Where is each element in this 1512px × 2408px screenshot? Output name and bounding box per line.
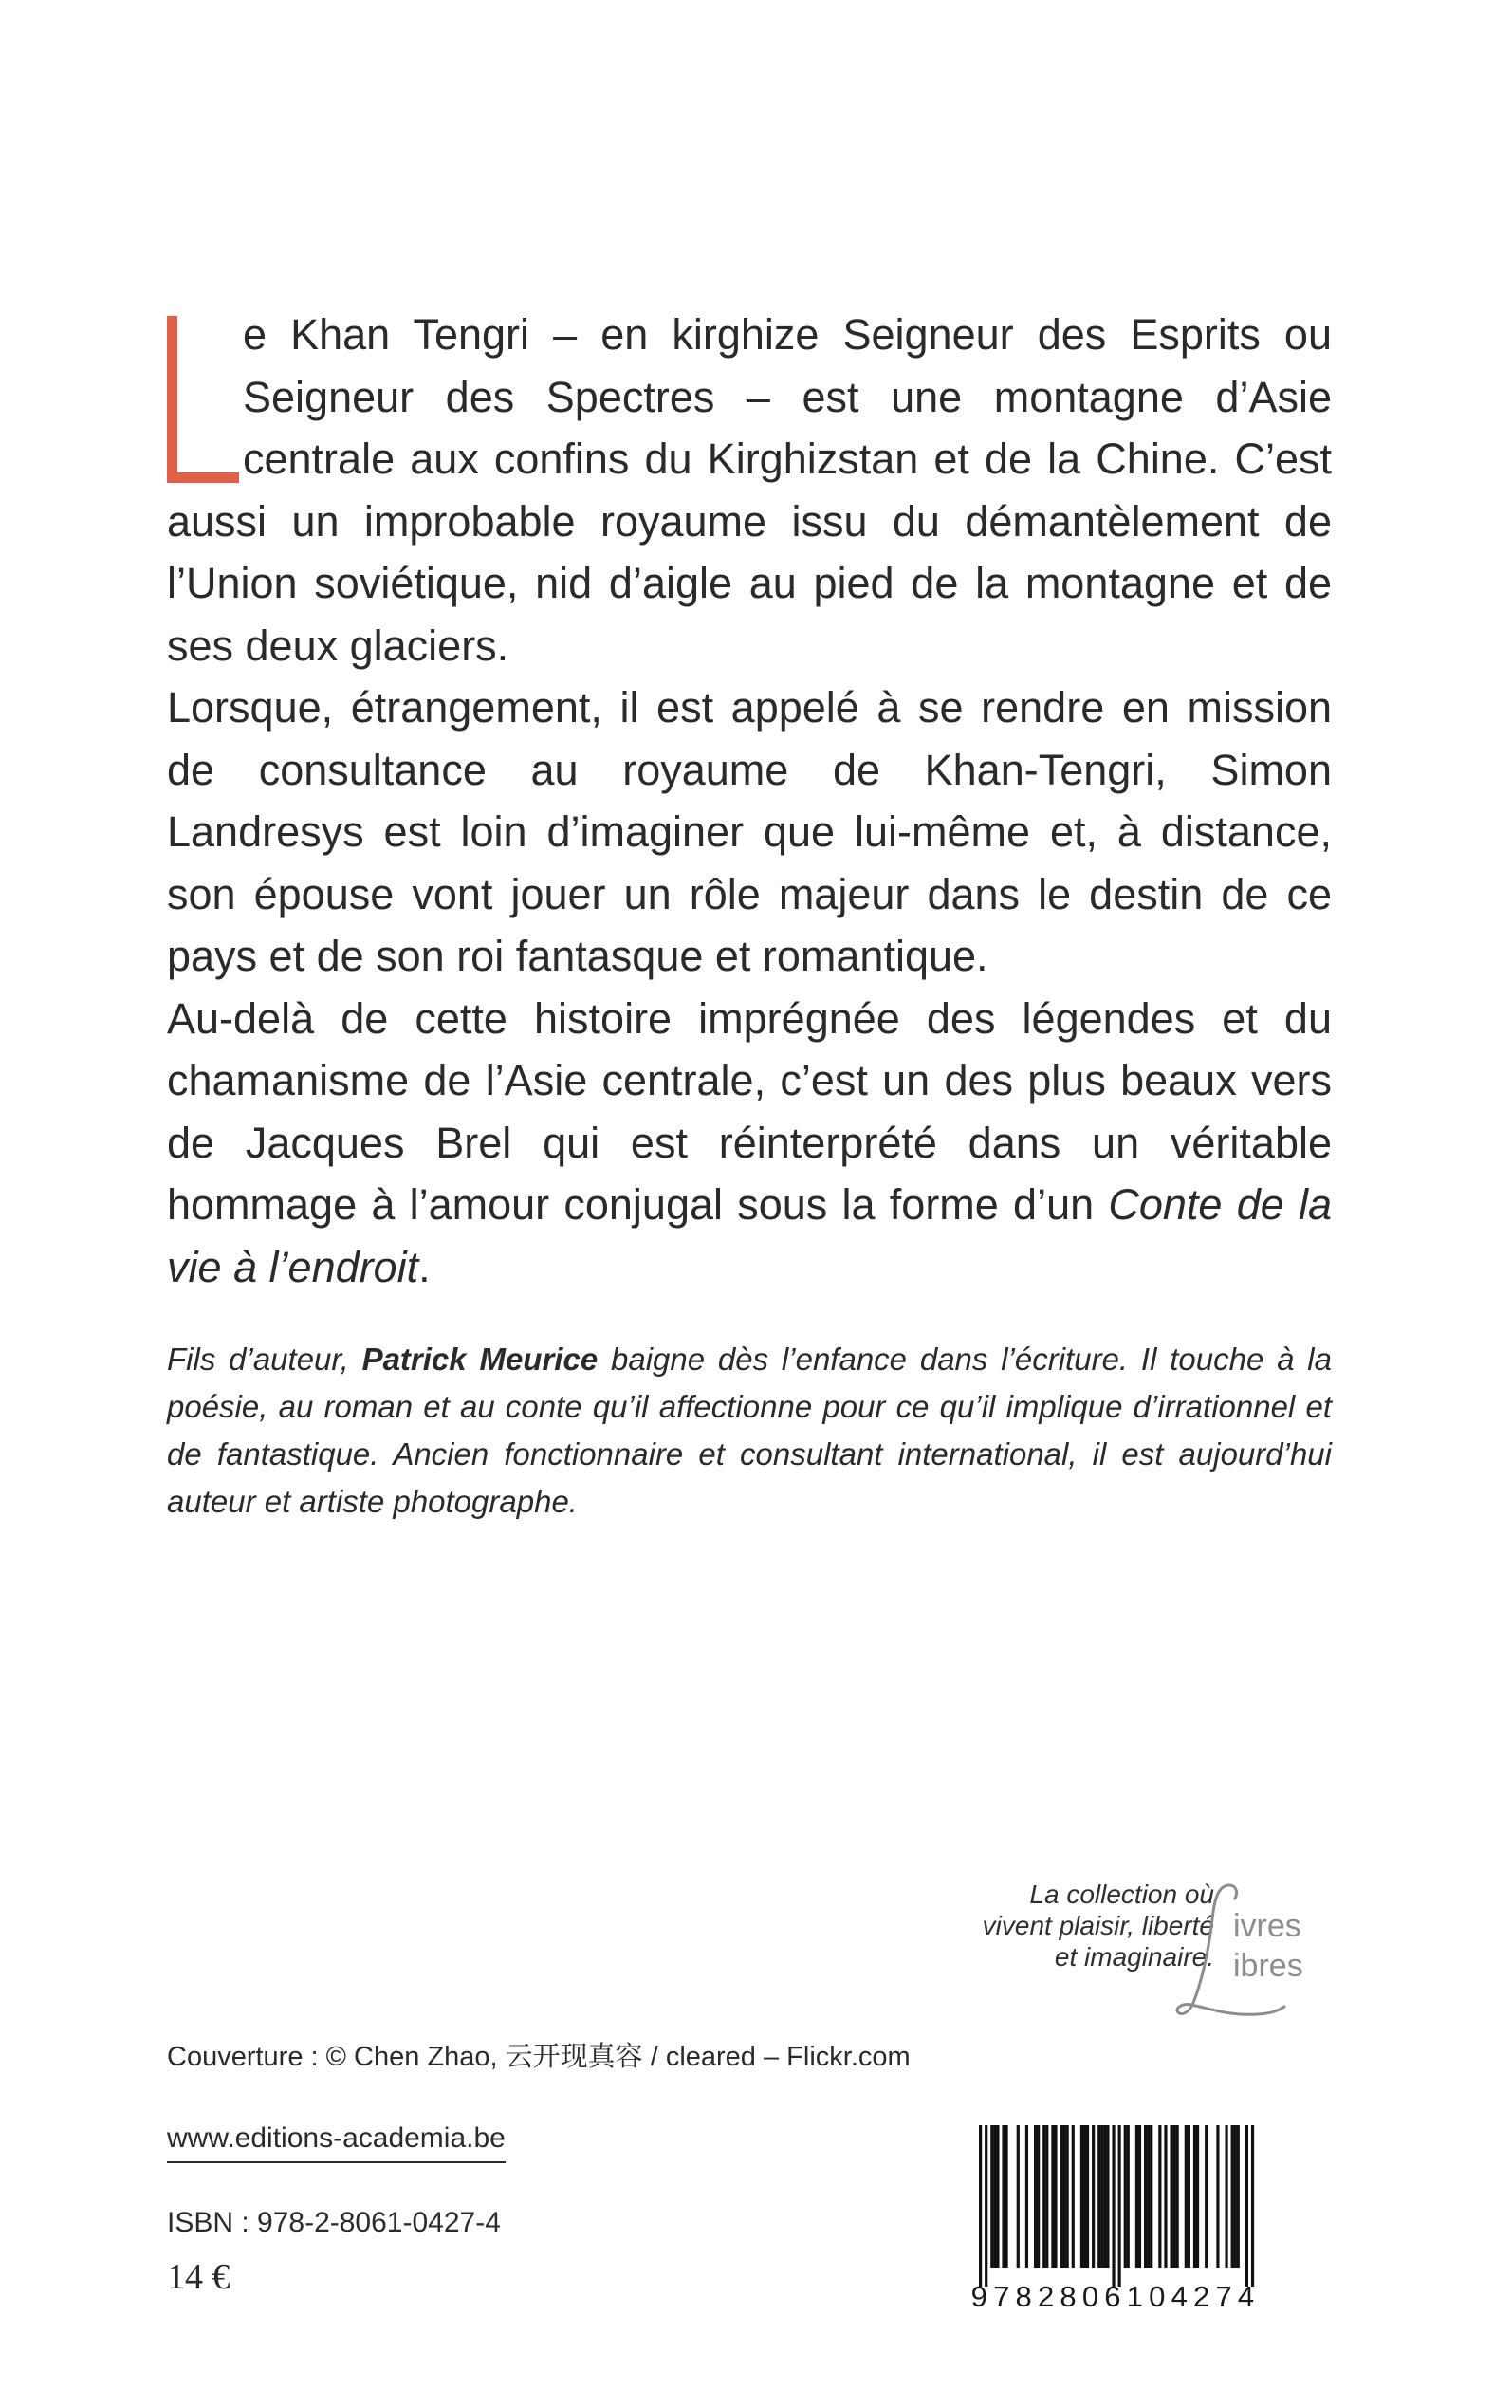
barcode-bar <box>1092 2125 1095 2268</box>
barcode-bar <box>1051 2125 1054 2268</box>
barcode-bar <box>993 2125 996 2268</box>
dropcap-letter <box>167 316 243 483</box>
barcode-bar <box>1106 2125 1109 2268</box>
barcode-bar <box>1037 2125 1040 2268</box>
barcode-bar <box>1060 2125 1062 2268</box>
barcode-bar <box>1097 2125 1100 2268</box>
author-bio-intro: Fils d’auteur, <box>167 1342 362 1377</box>
barcode-bar <box>1100 2125 1103 2268</box>
description-paragraph-2: Lorsque, étrangement, il est appelé à se rendre en mission de consultance au royaume de Khan-Tengri, Simon Landresys est loin d’imaginer que lui-même et, à distance, son épouse vont jouer un rôle majeur dans le destin de ce pays et de son roi fantasque et romantique. <box>167 683 1332 980</box>
author-name: Patrick Meurice <box>361 1342 599 1377</box>
barcode-bar <box>1124 2125 1127 2268</box>
barcode-bar <box>1118 2125 1121 2287</box>
barcode-bar <box>1170 2125 1172 2268</box>
barcode-bars <box>958 2125 1273 2287</box>
work-subtitle: Conte de la vie à l’endroit <box>167 1180 1333 1291</box>
barcode-bar <box>1112 2125 1115 2287</box>
description-paragraph-3 <box>167 988 1332 1299</box>
barcode-bar <box>979 2125 982 2287</box>
barcode-bar <box>1034 2125 1037 2268</box>
barcode-bar <box>1017 2125 1020 2268</box>
barcode-bar <box>1025 2125 1028 2268</box>
barcode-bar <box>1080 2125 1083 2268</box>
tagline-line-2: vivent plaisir, liberté <box>982 1911 1214 1940</box>
barcode-bar <box>1086 2125 1089 2268</box>
barcode-bar <box>1005 2125 1007 2268</box>
collection-tagline <box>911 1879 1214 1973</box>
description-paragraph-3-start: Au-delà de cette histoire imprégnée des légendes et du chamanisme de l’Asie centrale, c’est un des plus beaux vers de Jacques Brel qui est réinterprété dans un véritable hommage à l’amour conjugal sous la forme d’un <box>167 993 1332 1229</box>
barcode-bar <box>1127 2125 1130 2268</box>
barcode-bar <box>1237 2125 1240 2268</box>
barcode-bar <box>1103 2125 1106 2268</box>
barcode-bar <box>1063 2125 1066 2268</box>
barcode-bar <box>1231 2125 1234 2268</box>
barcode-bar <box>1164 2125 1167 2268</box>
barcode-bar <box>1234 2125 1237 2268</box>
barcode-digits: 9782806104274 <box>970 2280 1261 2313</box>
barcode-bar <box>1176 2125 1179 2268</box>
barcode-bar <box>1188 2125 1190 2268</box>
description-paragraph-3-end: . <box>418 1242 431 1291</box>
livres-libres-logo <box>1172 1881 1343 2024</box>
barcode-bar <box>1138 2125 1141 2268</box>
barcode-bar <box>1251 2125 1254 2287</box>
description-paragraph-1 <box>167 304 1332 676</box>
barcode-bar <box>1158 2125 1161 2268</box>
tagline-line-3: et imaginaire. <box>1054 1942 1214 1972</box>
barcode-bar <box>1147 2125 1150 2268</box>
logo-word-livres: ivres <box>1233 1908 1301 1944</box>
barcode-bar <box>1083 2125 1086 2268</box>
barcode-bar <box>1066 2125 1069 2268</box>
barcode-bar <box>1054 2125 1057 2268</box>
barcode-bar <box>1185 2125 1188 2268</box>
author-bio-text: baigne dès l’enfance dans l’écriture. Il touche à la poésie, au roman et au conte qu’il affectionne pour ce qu’il implique d’irrationnel et de fantastique. Ancien fonctionnaire et consultant international, il est aujourd’hui auteur et artiste photographe. <box>167 1342 1332 1519</box>
barcode-bar <box>990 2125 993 2268</box>
barcode-bar <box>1072 2125 1075 2268</box>
barcode-bar <box>1150 2125 1152 2268</box>
barcode-bar <box>1193 2125 1196 2268</box>
barcode-bar <box>1042 2125 1045 2268</box>
logo-word-libres: ibres <box>1233 1948 1303 1984</box>
publisher-website[interactable]: www.editions-academia.be <box>167 2121 506 2163</box>
barcode-bar <box>1002 2125 1005 2268</box>
cover-credit: Couverture : © Chen Zhao, 云开现真容 / cleared – Flickr.com <box>167 2042 911 2072</box>
barcode-bar <box>1135 2125 1138 2268</box>
barcode-bar <box>1205 2125 1208 2268</box>
author-bio <box>167 1336 1332 1526</box>
barcode-bar <box>1196 2125 1199 2268</box>
barcode-bar <box>1216 2125 1219 2268</box>
barcode <box>958 2125 1273 2315</box>
barcode-bar <box>1225 2125 1227 2268</box>
barcode-bar <box>1245 2125 1248 2287</box>
description-paragraph-1-text: e Khan Tengri – en kirghize Seigneur des Esprits ou Seigneur des Spectres – est une montagne d’Asie centrale aux confins du Kirghizstan et de la Chine. C’est aussi un improbable royaume issu du démantèlement de l’Union soviétique, nid d’aigle au pied de la montagne et de ses deux glaciers. <box>167 310 1332 670</box>
barcode-bar <box>996 2125 999 2268</box>
barcode-bar <box>1144 2125 1147 2268</box>
barcode-bar <box>1045 2125 1048 2268</box>
barcode-bar <box>1173 2125 1176 2268</box>
book-description <box>167 304 1332 1298</box>
barcode-bar <box>985 2125 987 2287</box>
isbn-number: ISBN : 978-2-8061-0427-4 <box>167 2207 501 2238</box>
price: 14 € <box>167 2257 230 2297</box>
tagline-line-1: La collection où <box>1029 1880 1214 1909</box>
